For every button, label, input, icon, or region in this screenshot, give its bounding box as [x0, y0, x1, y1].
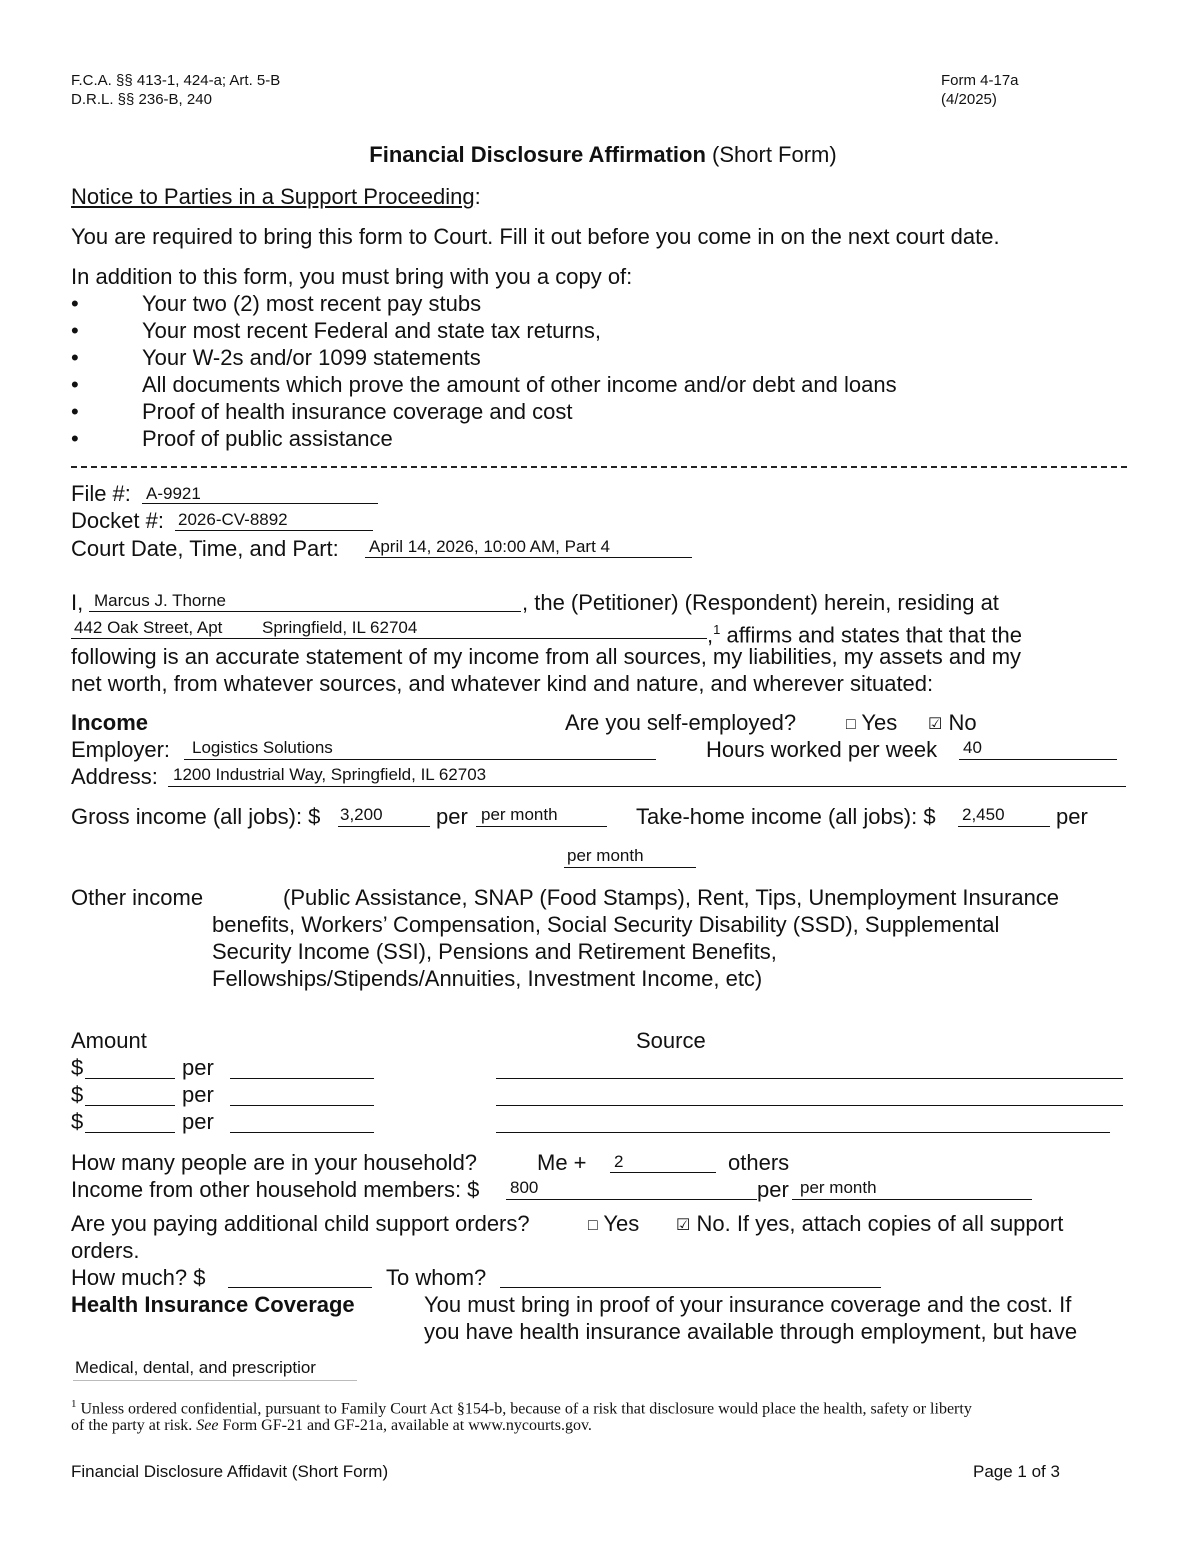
self-employed-yes[interactable]: □ Yes	[846, 710, 897, 738]
other-period-field[interactable]	[230, 1132, 374, 1133]
name-underline	[89, 611, 521, 612]
dollar-sign: $	[71, 1055, 84, 1080]
other-income-desc-3: Security Income (SSI), Pensions and Retirement Benefits,	[212, 939, 777, 964]
footnote-ref: 1	[713, 622, 721, 637]
other-source-field[interactable]	[496, 1132, 1110, 1133]
other-income-desc-2: benefits, Workers’ Compensation, Social Security Disability (SSD), Supplemental	[212, 912, 1000, 937]
bullet: •	[71, 318, 79, 343]
gross-underline	[338, 826, 430, 827]
household-count-field[interactable]: 2	[614, 1152, 624, 1171]
footer-title: Financial Disclosure Affidavit (Short Form)	[71, 1462, 389, 1481]
court-date-label: Court Date, Time, and Part:	[71, 536, 339, 561]
child-support-yes[interactable]: □ Yes	[588, 1211, 639, 1239]
household-income-field[interactable]: 800	[510, 1178, 539, 1197]
party-role-text: , the (Petitioner) (Respondent) herein, residing at	[522, 590, 999, 615]
other-period-field[interactable]	[230, 1105, 374, 1106]
other-source-field[interactable]	[496, 1078, 1123, 1079]
per-label: per	[182, 1082, 214, 1107]
per-label: per	[757, 1177, 789, 1202]
other-amount-field[interactable]	[85, 1078, 175, 1079]
docket-number-field[interactable]: 2026-CV-8892	[178, 510, 288, 529]
title-suffix: (Short Form)	[712, 142, 837, 167]
page-number: Page 1 of 3	[973, 1462, 1060, 1481]
docket-underline	[175, 530, 373, 531]
per-label: per	[436, 804, 468, 829]
other-amount-field[interactable]	[85, 1105, 175, 1106]
orders-text: orders.	[71, 1238, 140, 1263]
notice-heading: Notice to Parties in a Support Proceeding:	[71, 184, 481, 209]
other-period-field[interactable]	[230, 1078, 374, 1079]
health-insurance-heading: Health Insurance Coverage	[71, 1292, 355, 1317]
title-bold: Financial Disclosure Affirmation	[369, 142, 706, 167]
to-whom-label: To whom?	[386, 1265, 487, 1290]
dollar-sign: $	[71, 1109, 84, 1134]
form-date: (4/2025)	[941, 91, 997, 108]
how-much-label: How much? $	[71, 1265, 206, 1290]
household-question: How many people are in your household?	[71, 1150, 478, 1175]
residence-address-field-1[interactable]: 442 Oak Street, Apt	[74, 618, 223, 637]
bullet: •	[71, 291, 79, 316]
takehome-period-underline	[564, 867, 696, 868]
page-title	[0, 142, 1200, 168]
gross-income-field[interactable]: 3,200	[340, 805, 383, 824]
list-item: Your most recent Federal and state tax returns,	[142, 318, 601, 343]
takehome-label: Take-home income (all jobs): $	[636, 804, 936, 829]
court-date-underline	[365, 557, 692, 558]
residence-address-field-2[interactable]: Springfield, IL 62704	[262, 618, 418, 637]
affirms-text: ,$^1$ affirms and states that that the	[707, 622, 1023, 648]
bullet: •	[71, 372, 79, 397]
income-heading: Income	[71, 710, 149, 735]
bullet: •	[71, 399, 79, 424]
other-income-label: Other income	[71, 885, 204, 910]
affirmation-line-4: net worth, from whatever sources, and whatever kind and nature, and wherever situated:	[71, 671, 934, 696]
takehome-underline	[958, 826, 1050, 827]
checkbox-unchecked-icon: □	[588, 1217, 598, 1234]
list-item: Proof of public assistance	[142, 426, 393, 451]
i-label: I,	[71, 590, 84, 615]
others-label: others	[728, 1150, 790, 1175]
footnote-line-1: $^1$ Unless ordered confidential, pursuant to Family Court Act §154-b, because of a risk that disclosure would place the health, safety or liberty	[71, 1398, 972, 1418]
takehome-period-field[interactable]: per month	[567, 846, 644, 865]
takehome-field[interactable]: 2,450	[962, 805, 1005, 824]
health-insurance-text-2: you have health insurance available through employment, but have	[424, 1319, 1078, 1344]
bullet: •	[71, 426, 79, 451]
per-label: per	[1056, 804, 1088, 829]
checkbox-checked-icon: ☑	[676, 1217, 691, 1234]
hours-underline	[959, 759, 1117, 760]
how-much-field[interactable]	[228, 1287, 372, 1288]
form-number: Form 4-17a	[941, 72, 1019, 89]
to-whom-field[interactable]	[500, 1287, 881, 1288]
list-item: Your two (2) most recent pay stubs	[142, 291, 482, 316]
employer-field[interactable]: Logistics Solutions	[192, 738, 333, 757]
file-label: File #:	[71, 481, 131, 506]
notice-addition: In addition to this form, you must bring with you a copy of:	[71, 264, 633, 289]
notice-required: You are required to bring this form to Court. Fill it out before you come in on the next court date.	[71, 224, 1000, 249]
gross-income-label: Gross income (all jobs): $	[71, 804, 321, 829]
amount-header: Amount	[71, 1028, 147, 1053]
hours-field[interactable]: 40	[963, 738, 982, 757]
employer-address-underline	[168, 786, 1126, 787]
other-source-field[interactable]	[496, 1105, 1123, 1106]
household-period-field[interactable]: per month	[800, 1178, 877, 1197]
footnote-line-2: of the party at risk. See Form GF-21 and GF-21a, available at www.nycourts.gov.	[71, 1417, 592, 1434]
dollar-sign: $	[71, 1082, 84, 1107]
statute-citation-1: F.C.A. §§ 413-1, 424-a; Art. 5-B	[71, 72, 281, 89]
health-coverage-field[interactable]: Medical, dental, and prescriptior	[73, 1358, 357, 1381]
list-item: Proof of health insurance coverage and cost	[142, 399, 573, 424]
list-item: All documents which prove the amount of other income and/or debt and loans	[142, 372, 897, 397]
other-income-desc-1: (Public Assistance, SNAP (Food Stamps), Rent, Tips, Unemployment Insurance	[283, 885, 1060, 910]
hours-label: Hours worked per week	[706, 737, 938, 762]
per-label: per	[182, 1109, 214, 1134]
affirmant-name-field[interactable]: Marcus J. Thorne	[94, 591, 226, 610]
section-divider	[71, 466, 1127, 468]
household-income-underline	[506, 1199, 757, 1200]
court-date-field[interactable]: April 14, 2026, 10:00 AM, Part 4	[369, 537, 610, 556]
source-header: Source	[636, 1028, 706, 1053]
gross-period-underline	[476, 826, 607, 827]
self-employed-question: Are you self-employed?	[565, 710, 797, 735]
self-employed-no[interactable]: ☑ No	[928, 710, 977, 738]
employer-address-label: Address:	[71, 764, 158, 789]
file-number-field[interactable]: A-9921	[146, 484, 201, 503]
household-period-underline	[792, 1199, 1032, 1200]
child-support-no[interactable]: ☑ No. If yes, attach copies of all support	[676, 1211, 1063, 1239]
health-insurance-text-1: You must bring in proof of your insurance coverage and the cost. If	[424, 1292, 1072, 1317]
child-support-question: Are you paying additional child support orders?	[71, 1211, 530, 1236]
per-label: per	[182, 1055, 214, 1080]
docket-label: Docket #:	[71, 508, 164, 533]
affirmation-line-3: following is an accurate statement of my income from all sources, my liabilities, my assets and my	[71, 644, 1022, 669]
footnote-mark: 1	[71, 1398, 77, 1410]
statute-citation-2: D.R.L. §§ 236-B, 240	[71, 91, 212, 108]
other-income-desc-4: Fellowships/Stipends/Annuities, Investment Income, etc)	[212, 966, 763, 991]
employer-underline	[184, 759, 656, 760]
household-count-underline	[610, 1172, 716, 1173]
address-underline	[71, 638, 707, 639]
bullet: •	[71, 345, 79, 370]
other-amount-field[interactable]	[85, 1132, 175, 1133]
household-income-label: Income from other household members: $	[71, 1177, 480, 1202]
me-plus-label: Me +	[537, 1150, 587, 1175]
checkbox-checked-icon: ☑	[928, 716, 943, 733]
list-item: Your W-2s and/or 1099 statements	[142, 345, 481, 370]
employer-label: Employer:	[71, 737, 171, 762]
checkbox-unchecked-icon: □	[846, 716, 856, 733]
gross-period-field[interactable]: per month	[481, 805, 558, 824]
employer-address-field[interactable]: 1200 Industrial Way, Springfield, IL 62703	[173, 765, 487, 784]
